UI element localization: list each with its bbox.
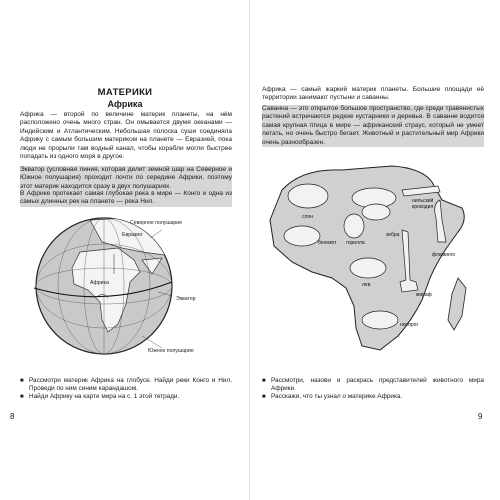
climate-paragraph: Африка — самый жаркий материк планеты. Большие площади её территории занимают пустыни и саванны. xyxy=(262,86,484,102)
label-crocodile: нильский крокодил xyxy=(412,198,434,210)
madagascar xyxy=(448,278,466,330)
bullet-icon: ■ xyxy=(262,378,266,384)
label-eurasia: Евразия xyxy=(122,232,143,238)
lion-figure xyxy=(350,258,386,278)
left-task-list xyxy=(20,377,232,402)
label-equator: Экватор xyxy=(176,296,196,302)
page-number: 9 xyxy=(478,412,483,421)
label-rhino: носорог xyxy=(400,322,419,328)
rivers-paragraph: В Африке протекает самая глубокая река в мире — Конго и одна из самых длинных рек на планете — река Нил. xyxy=(20,190,232,206)
africa-animal-map xyxy=(262,160,492,365)
label-africa: Африка xyxy=(90,280,109,286)
label-flamingo: фламинго xyxy=(432,252,456,258)
label-northern-hemisphere: Северное полушарие xyxy=(130,220,183,226)
bullet-icon: ■ xyxy=(20,394,24,401)
africa-map-svg xyxy=(262,160,492,365)
task-item: ■ Рассмотри материк Африка на глобусе. Найди реки Конго и Нил. Проведи по ним синим карандашом. xyxy=(20,377,232,393)
label-elephant: слон xyxy=(302,214,314,220)
label-zebra: зебра xyxy=(386,232,400,238)
task-item: ■ Рассмотри, назови и раскрась представителей животного мира Африки. xyxy=(262,377,484,393)
right-task-list xyxy=(262,377,484,402)
page-number: 8 xyxy=(10,412,15,421)
hippo-figure xyxy=(284,226,320,246)
gorilla-figure xyxy=(344,214,364,238)
label-lion: лев xyxy=(362,282,371,288)
section-subtitle: Африка xyxy=(107,99,143,109)
section-title: МАТЕРИКИ xyxy=(97,87,153,98)
savanna-paragraph: Саванна — это открытое большое пространство, где среди травянистых растений встречаются редкие кустарники и деревья. В саванне водится самая крупная птица в мире — африканский страус, который не умеет летать, но очень быстро бегает. Животный и растительный мир Африки очень разнообразен. xyxy=(262,105,484,146)
elephant-figure xyxy=(288,184,328,208)
task-item: ■ Найди Африку на карте мира на с. 1 этой тетради. xyxy=(20,393,180,401)
label-southern-hemisphere: Южное полушарие xyxy=(148,348,194,354)
label-hippo: бегемот xyxy=(318,240,337,246)
equator-paragraph: Экватор (условная линия, которая делит земной шар на Северное и Южное полушария) проходит почти по середине Африки, поэтому этот материк находится сразу в двух полушариях. xyxy=(20,166,232,190)
bullet-icon: ■ xyxy=(20,378,24,384)
globe-illustration xyxy=(22,208,227,368)
rhino-figure xyxy=(362,311,398,329)
label-giraffe: жираф xyxy=(416,292,432,298)
bullet-icon: ■ xyxy=(262,394,266,401)
label-gorilla: горилла xyxy=(346,240,365,246)
task-item: ■ Расскажи, что ты узнал о материке Африка. xyxy=(262,393,403,401)
intro-paragraph: Африка — второй по величине материк планеты, на нём расположено очень много стран. Он омывается двумя океанами — Индийским и Атлантическим. Небольшая полоска суши соединяла Африку с самым большим материком на планете — Евразией, пока люди не прорыли там водный канал, чтобы корабли могли быстрее попадать из одного моря в другое. xyxy=(20,111,232,161)
zebra-figure xyxy=(362,204,390,220)
